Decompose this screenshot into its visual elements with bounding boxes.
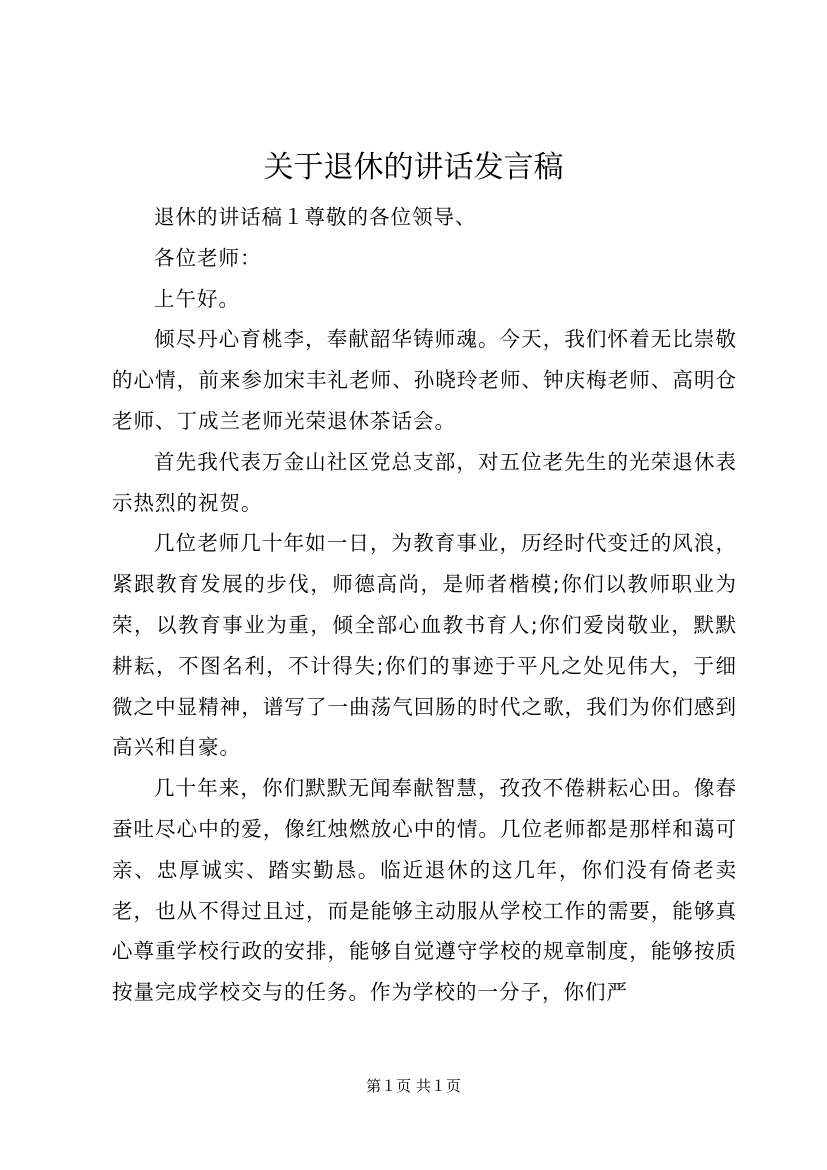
- document-title: 关于退休的讲话发言稿: [263, 150, 564, 185]
- paragraph-dedication: 几位老师几十年如一日，为教育事业，历经时代变迁的风浪，紧跟教育发展的步伐，师德高尚，是师者楷模;你们以教师职业为荣，以教育事业为重，倾全部心血教书育人;你们爱岗敬业，默默耕耘，不图名利，不计得失;你们的事迹于平凡之处见伟大，于细微之中显精神，谱写了一曲荡气回肠的时代之歌，我们为你们感到高兴和自豪。: [112, 531, 737, 760]
- paragraph-opening: 倾尽丹心育桃李，奉献韶华铸师魂。今天，我们怀着无比崇敬的心情，前来参加宋丰礼老师、孙晓玲老师、钟庆梅老师、高明仓老师、丁成兰老师光荣退休茶话会。: [112, 327, 737, 433]
- page-number-footer: 第１页 共１页: [366, 1077, 461, 1095]
- paragraph-salutation: 退休的讲话稿１尊敬的各位领导、: [154, 205, 477, 229]
- paragraph-audience: 各位老师：: [154, 245, 262, 270]
- paragraph-greeting: 上午好。: [154, 286, 240, 311]
- document-body: [112, 197, 737, 1013]
- paragraph-contribution: 几十年来，你们默默无闻奉献智慧，孜孜不倦耕耘心田。像春蚕吐尽心中的爱，像红烛燃放心中的情。几位老师都是那样和蔼可亲、忠厚诚实、踏实勤恳。临近退休的这几年，你们没有倚老卖老，也从不得过且过，而是能够主动服从学校工作的需要，能够真心尊重学校行政的安排，能够自觉遵守学校的规章制度，能够按质按量完成学校交与的任务。作为学校的一分子，你们严: [112, 776, 737, 1005]
- paragraph-congratulations: 首先我代表万金山社区党总支部，对五位老先生的光荣退休表示热烈的祝贺。: [112, 449, 737, 515]
